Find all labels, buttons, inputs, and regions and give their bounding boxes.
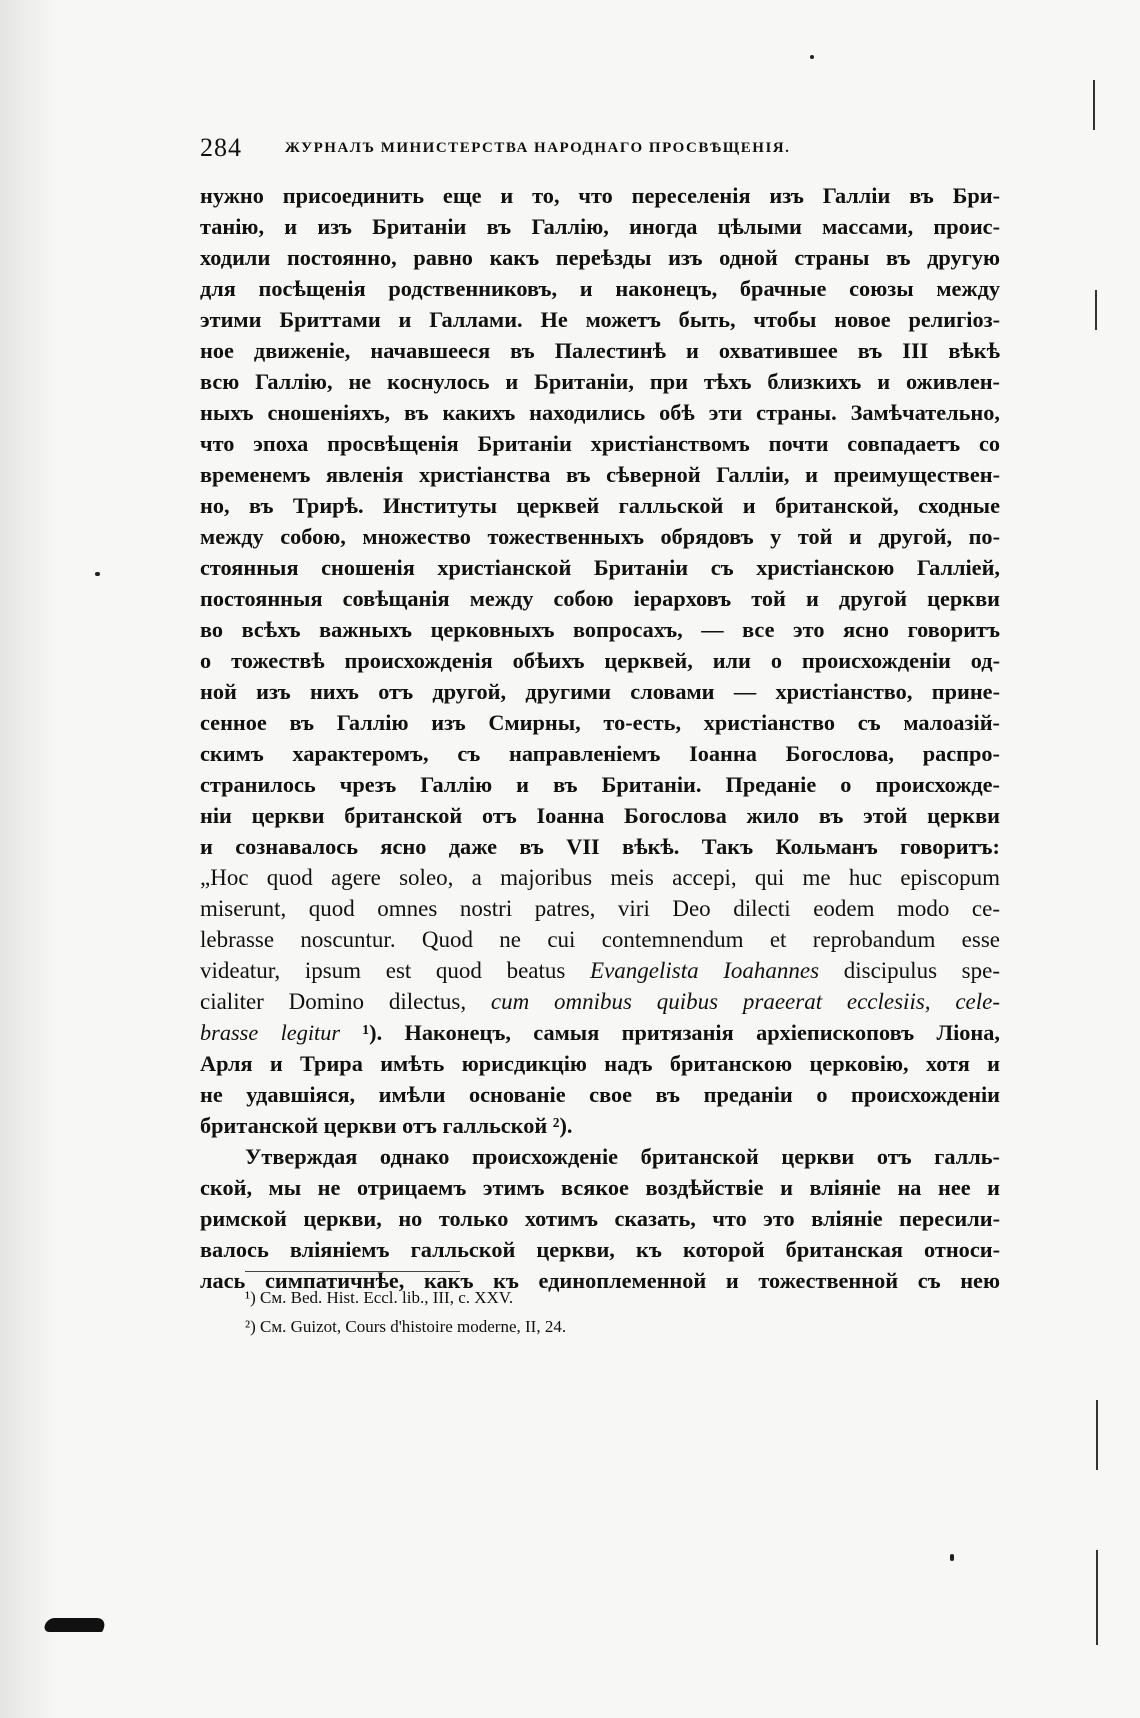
latin-italic-fragment: cum omnibus quibus praeerat ecclesiis, cele- — [490, 989, 1000, 1014]
text-line: нужно присоединить еще и то, что переселенія изъ Галліи въ Бри- — [200, 183, 1000, 208]
latin-quote-line — [200, 986, 1000, 1017]
text-line: ныхъ сношеніяхъ, въ какихъ находились обѣ эти страны. Замѣчательно, — [200, 400, 1000, 425]
text-line: но, въ Трирѣ. Институты церквей галльской и британской, сходные — [200, 493, 1000, 518]
scan-edge-line — [1095, 290, 1097, 330]
latin-fragment: cialiter Domino dilectus, — [200, 989, 467, 1014]
text-line: ходили постоянно, равно какъ переѣзды изъ одной страны въ другую — [200, 245, 1000, 270]
page-header — [200, 133, 1000, 167]
text-line: танію, и изъ Британіи въ Галлію, иногда цѣлыми массами, проис- — [200, 214, 1000, 239]
latin-fragment: videatur, ipsum est quod beatus — [200, 958, 566, 983]
text-line: странилось чрезъ Галлію и въ Британіи. Преданіе о происхожде- — [200, 772, 1000, 797]
text-line: Арля и Трира имѣть юрисдикцію надъ британскою церковію, хотя и — [200, 1051, 1000, 1076]
text-line: ное движеніе, начавшееся въ Палестинѣ и охватившее въ III вѣкѣ — [200, 338, 1000, 363]
latin-quote-line: lebrasse noscuntur. Quod ne cui contemnendum et reprobandum esse — [200, 927, 1000, 952]
text-line: скимъ характеромъ, съ направленіемъ Іоанна Богослова, распро- — [200, 741, 1000, 766]
latin-quote-line — [200, 955, 1000, 986]
text-line: для посѣщенія родственниковъ, и наконецъ, брачные союзы между — [200, 276, 1000, 301]
scan-speck — [810, 55, 814, 59]
text-line: Утверждая однако происхожденіе британской церкви отъ галль- — [245, 1144, 1000, 1169]
page-number: 284 — [200, 133, 242, 162]
footnotes — [245, 1283, 945, 1341]
latin-fragment: discipulus spe- — [843, 958, 1000, 983]
text-line: не удавшіяся, имѣли основаніе свое въ преданіи о происхожденіи — [200, 1082, 1000, 1107]
running-head: ЖУРНАЛЪ МИНИСТЕРСТВА НАРОДНАГО ПРОСВѢЩЕНІЯ. — [285, 140, 791, 156]
text-line: всю Галлію, не коснулось и Британіи, при тѣхъ близкихъ и оживлен- — [200, 369, 1000, 394]
footnote-1: ¹) См. Bed. Hist. Eccl. lib., III, c. XXV. — [245, 1288, 514, 1307]
scan-edge-line — [1096, 1550, 1098, 1645]
footnote-2: ²) См. Guizot, Cours d'histoire moderne, II, 24. — [245, 1317, 567, 1336]
main-text — [200, 180, 1000, 1296]
text-line: о тожествѣ происхожденія обѣихъ церквей, или о происхожденіи од- — [200, 648, 1000, 673]
scan-edge-line — [1093, 80, 1095, 130]
text-line: ской, мы не отрицаемъ этимъ всякое воздѣйствіе и вліяніе на нее и — [200, 1175, 1000, 1200]
text-line — [200, 1017, 1000, 1048]
scan-speck — [950, 1554, 954, 1561]
text-line: стоянныя сношенія христіанской Британіи съ христіанскою Галліей, — [200, 555, 1000, 580]
text-line: лась симпатичнѣе, какъ къ единоплеменной и тожественной съ нею — [200, 1268, 1000, 1293]
latin-quote-line: miserunt, quod omnes nostri patres, viri Deo dilecti eodem modo ce- — [200, 896, 1000, 921]
latin-italic-fragment: brasse legitur — [200, 1020, 341, 1045]
text-line: между собою, множество тожественныхъ обрядовъ у той и другой, по- — [200, 524, 1000, 549]
text-fragment: ¹). Наконецъ, самыя притязанія архіепископовъ Ліона, — [362, 1020, 1000, 1045]
text-line: валось вліяніемъ галльской церкви, къ которой британская относи- — [200, 1237, 1000, 1262]
text-line: ной изъ нихъ отъ другой, другими словами — христіанство, прине- — [200, 679, 1000, 704]
scan-speck — [95, 572, 100, 576]
text-line: британской церкви отъ галльской ²). — [200, 1113, 573, 1138]
latin-quote-line: „Hoc quod agere soleo, a majoribus meis accepi, qui me huc episcopum — [200, 865, 1000, 890]
footnote-rule — [245, 1271, 460, 1272]
scan-edge-line — [1096, 1400, 1098, 1470]
text-line: и сознавалось ясно даже въ VII вѣкѣ. Такъ Кольманъ говоритъ: — [200, 834, 1000, 859]
text-line: во всѣхъ важныхъ церковныхъ вопросахъ, — все это ясно говоритъ — [200, 617, 1000, 642]
text-line: римской церкви, но только хотимъ сказать, что это вліяніе пересили- — [200, 1206, 1000, 1231]
text-line: сенное въ Галлію изъ Смирны, то-есть, христіанство съ малоазій- — [200, 710, 1000, 735]
text-line: временемъ явленія христіанства въ сѣверной Галліи, и преимуществен- — [200, 462, 1000, 487]
text-line: что эпоха просвѣщенія Британіи христіанствомъ почти совпадаетъ со — [200, 431, 1000, 456]
text-line: постоянныя совѣщанія между собою іерарховъ той и другой церкви — [200, 586, 1000, 611]
scan-edge-shadow — [0, 0, 55, 1718]
text-line: этими Бриттами и Галлами. Не можетъ быть, чтобы новое религіоз- — [200, 307, 1000, 332]
text-line: ніи церкви британской отъ Іоанна Богослова жило въ этой церкви — [200, 803, 1000, 828]
scan-smudge — [42, 1618, 107, 1632]
latin-italic-fragment: Evangelista Ioahannes — [590, 958, 820, 983]
